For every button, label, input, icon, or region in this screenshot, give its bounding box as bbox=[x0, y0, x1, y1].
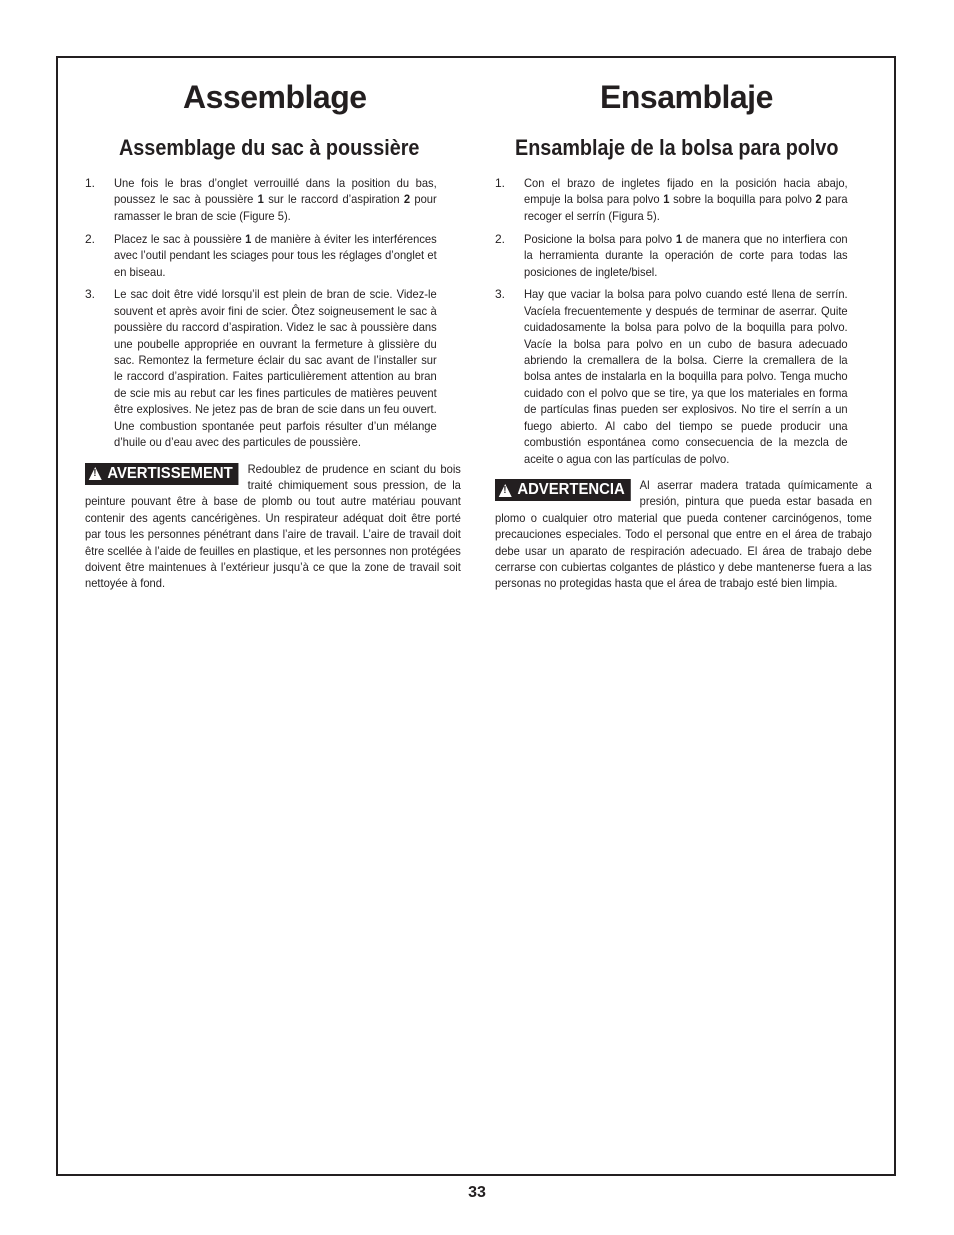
section-title-french: Assemblage du sac à poussière bbox=[119, 135, 420, 160]
list-number: 3. bbox=[85, 287, 96, 302]
page-number: 33 bbox=[468, 1184, 486, 1201]
list-number: 1. bbox=[495, 176, 506, 190]
list-text: Le sac doit être vidé lorsqu’il est plein de bran de scie. Videz-le souvent et après avoir fini de scier. Ôtez soigneusement le sac à poussière du raccord d’aspiration. Videz le sac à poussière dans une poubelle appropriée en ouvrant la fermeture à glissière du sac. Remontez la fermeture éclair du sac avant de l’installer sur le raccord d’aspiration. Faites particulièrement attention au bran de scie mis au rebut car les fines particules de matières peuvent être explosives. Ne jetez pas de bran de scie dans un feu ouvert. Une combustion spontanée peut parfois résulter d’un mélange d’huile ou d’eau avec des particules de poussière. bbox=[114, 287, 437, 450]
warning-badge bbox=[85, 463, 238, 486]
section-title-spanish: Ensamblaje de la bolsa para polvo bbox=[515, 135, 839, 160]
warning-triangle-icon bbox=[89, 467, 102, 480]
list-item bbox=[85, 286, 461, 450]
list-item bbox=[85, 231, 461, 280]
list-text: Une fois le bras d’onglet verrouillé dans la position du bas, poussez le sac à poussière 1 sur le raccord d’aspiration 2 pour ramasser le bran de scie (Figure 5). bbox=[114, 176, 437, 223]
list-text: Con el brazo de ingletes fijado en la posición hacia abajo, empuje la bolsa para polvo 1 sobre la boquilla para polvo 2 para recoger el serrín (Figura 5). bbox=[524, 176, 848, 223]
list-text: Posicione la bolsa para polvo 1 de manera que no interfiera con la herramienta durante la operación de corte para todas las posiciones de inglete/bisel. bbox=[524, 231, 848, 279]
warning-text: Redoublez de prudence en sciant du bois traité chimiquement sous pression, de la peinture pouvant être à base de plomb ou tout autre matériau pouvant contenir des agents cancérigènes. Un respirateur adéquat doit être porté par tous les personnes pénétrant dans l’aire de travail. L’aire de travail doit être scellée à l’aide de feuilles en plastique, et les personnes non protégées doivent être maintenues à l’extérieur jusqu’à ce que la zone de travail soit nettoyée à fond. bbox=[85, 461, 461, 591]
list-item bbox=[495, 175, 872, 224]
page-title-spanish: Ensamblaje bbox=[600, 79, 773, 115]
list-text: Placez le sac à poussière 1 de manière à éviter les interférences avec l’outil pendant les sciages pour tous les réglages d’onglet et en biseau. bbox=[114, 231, 437, 279]
page-frame bbox=[56, 56, 896, 1176]
list-text: Hay que vaciar la bolsa para polvo cuando esté llena de serrín. Vacíela frecuentemente y después de terminar de aserrar. Quite cuidadosamente la bolsa para polvo de la boquilla para polvo. Vacíe la bolsa para polvo en un cubo de basura adecuado abriendo la cremallera de la bolsa. Cierre la cremallera de la bolsa antes de instalarla en la boquilla para polvo. Tenga mucho cuidado con el polvo que se tire, ya que los materiales en forma de partículas finas pueden ser explosivos. No tire el serrín a un fuego abierto. Al cabo del tiempo se puede producir una combustión espontánea como consecuencia de la mezcla de aceite o agua con las partículas de polvo. bbox=[524, 287, 848, 466]
warning-label: ADVERTENCIA bbox=[517, 480, 625, 498]
list-item bbox=[495, 286, 872, 466]
list-item bbox=[85, 175, 461, 224]
list-number: 2. bbox=[495, 231, 506, 246]
page-title-french: Assemblage bbox=[183, 79, 367, 115]
list-number: 2. bbox=[85, 231, 96, 246]
warning-block-french bbox=[85, 461, 461, 592]
list-number: 3. bbox=[495, 287, 506, 302]
list-number: 1. bbox=[85, 176, 96, 190]
warning-text: Al aserrar madera tratada químicamente a presión, pintura que pueda estar basada en plomo o cualquier otro material que pueda contener carcinógenos, tome precauciones especiales. Todo el personal que entre en el área de trabajo debe usar un aparato de respiración adecuado. El área de trabajo debe cerrarse con cubiertas colgantes de plástico y debe mantenerse fuera a las personas no protegidas hasta que el área de trabajo esté bien limpia. bbox=[495, 477, 872, 591]
warning-triangle-icon bbox=[499, 484, 512, 497]
warning-badge bbox=[495, 479, 630, 502]
spanish-body bbox=[495, 175, 872, 592]
warning-label: AVERTISSEMENT bbox=[107, 464, 233, 482]
french-body bbox=[85, 175, 461, 592]
list-item bbox=[495, 231, 872, 280]
warning-block-spanish bbox=[495, 477, 872, 592]
